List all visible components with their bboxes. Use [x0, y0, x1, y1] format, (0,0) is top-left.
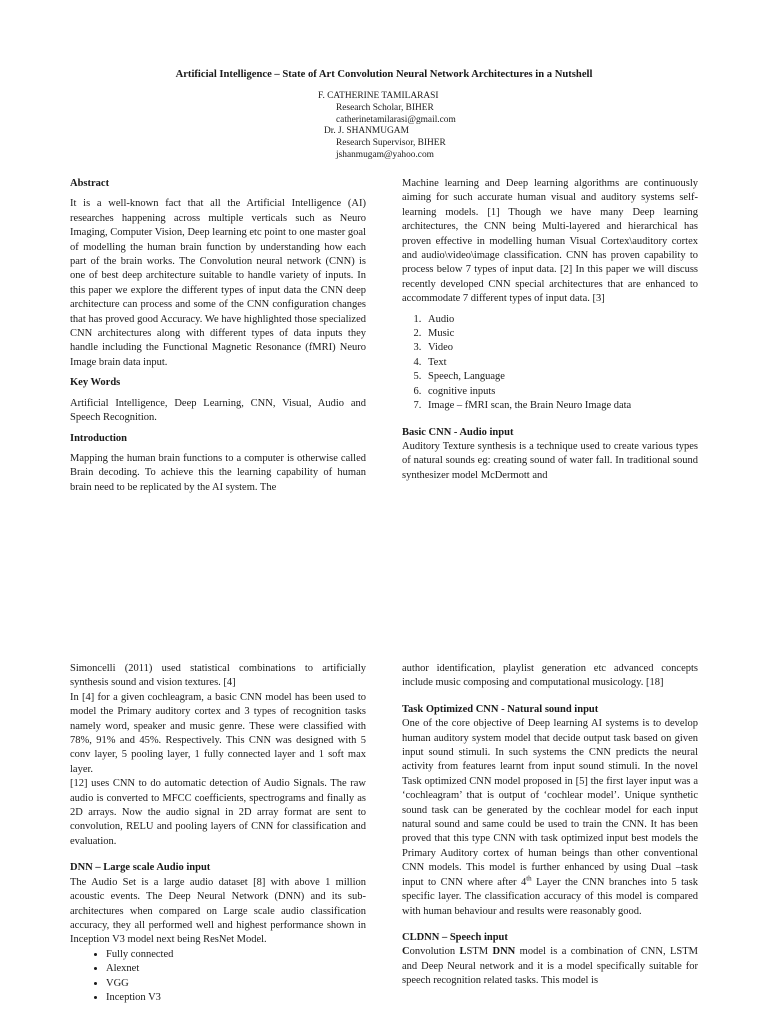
keywords-heading: Key Words — [70, 377, 121, 389]
cldnn-text-2: STM — [466, 946, 493, 958]
lower-right-column — [402, 662, 698, 989]
author-name-2: Dr. J. SHANMUGAM — [324, 126, 409, 137]
cldnn-text — [402, 945, 698, 988]
abstract-heading: Abstract — [70, 178, 110, 189]
cldnn-letter-l: L — [459, 946, 467, 958]
input-types-list — [402, 313, 698, 414]
introduction-heading: Introduction — [70, 432, 127, 444]
cldnn-word-dnn: DNN — [492, 946, 516, 958]
author-name-1: F. CATHERINE TAMILARASI — [318, 91, 439, 101]
abstract-text: It is a well-known fact that all the Artificial Intelligence (AI) researches happening across multiple verticals such as Neuro Imaging, Computer Vision, Deep learning etc point to one master goal of modelling the human brain function by understanding how each part of the brain works. The Convolution neural network (CNN) is one of best deep architecture suitable to handle variety of inputs. In this paper we explore the different types of input data the CNN deep architecture can process and some of the CNN configuration changes that has proved good Accuracy. We have highlighted those specialized CNN architectures along with different types of data inputs they handle including the Functional Magnetic Resonance (fMRI) Neuro Image brain data input. — [70, 198, 366, 368]
lower-left-column — [70, 662, 366, 1005]
author-affiliation-2: Research Supervisor, BIHER — [336, 138, 446, 149]
basic-cnn-text: Auditory Texture synthesis is a technique used to create various types of natural sounds eg: creating sound of water fall. In traditional sound synthesizer model McDermott and — [402, 440, 698, 481]
list-item: 7. Image – fMRI scan, the Brain Neuro Image data — [424, 399, 698, 413]
dnn-architecture-list — [70, 948, 366, 1006]
task-optimized-heading: Task Optimized CNN - Natural sound input — [402, 703, 599, 715]
cldnn-letter-c: C — [402, 946, 410, 958]
list-item: • Alexnet — [106, 962, 366, 976]
author-affiliation-1: Research Scholar, BIHER — [336, 102, 434, 113]
author-email-2: jshanmugam@yahoo.com — [336, 149, 434, 160]
superscript-th: th — [526, 874, 532, 883]
dnn-text: The Audio Set is a large audio dataset [8] with above 1 million acoustic events. The Deep Neural Network (DNN) and its sub-architectures when compared on Large scale audio classification accuracy, they all performed well and highest performance shown in Inception V3 model next being ResNet Model. — [70, 876, 366, 946]
list-item: 4. Text — [424, 356, 698, 370]
upper-right-column — [402, 177, 698, 483]
paper-title: Artificial Intelligence – State of Art Convolution Neural Network Architectures in a Nutshell — [175, 69, 593, 80]
author-email-1: catherinetamilarasi@gmail.com — [336, 114, 456, 125]
list-item: • Inception V3 — [106, 991, 366, 1005]
cldnn-text-3: model is a combination of CNN, LSTM and Deep Neural network and it is a model specifically suitable for speech recognition related tasks. This model is — [402, 946, 698, 987]
list-item: 1. Audio — [424, 313, 698, 327]
audio-detection-paragraph: [12] uses CNN to do automatic detection of Audio Signals. The raw audio is converted to MFCC coefficients, spectrograms and finally as 2D arrays. Now the audio signal in 2D array format are sent to convolution, RELU and pooling layers of CNN for classification and evaluation. — [70, 778, 366, 847]
list-item: 3. Video — [424, 341, 698, 355]
introduction-text: Mapping the human brain functions to a computer is otherwise called Brain decoding. To achieve this the learning capability of human brain need to be replicated by the AI system. The — [70, 452, 366, 493]
task-text-part-a: One of the core objective of Deep learning AI systems is to develop human auditory system model that decide output task based on given input sound stimuli. In such systems the CNN predicts the neural activity from features learnt from input sound stimuli. In the novel Task optimized CNN model proposed in [5] the first layer input was a ‘cochleagram’ that is output of ‘cochlear model’. Unique synthetic sound task can be generated by the cochlear model for each input natural sound and same could be used to train the CNN. It has been proved that this type CNN with task optimized input best models the Primary Auditory cortex of human beings than other conventional CNN models. This model is further enhanced by using Dual –task input to CNN where after 4 — [402, 718, 698, 888]
dnn-heading: DNN – Large scale Audio input — [70, 862, 211, 874]
cochleagram-paragraph: In [4] for a given cochleagram, a basic CNN model has been used to model the Primary auditory cortex and 3 types of recognition tasks namely word, speaker and music genre. These were classified with 78%, 91% and 45%. Respectively. This CNN was designed with 5 conv layer, 5 pooling layer, 1 fully connected layer and 1 soft max layer. — [70, 691, 366, 775]
list-item: 5. Speech, Language — [424, 370, 698, 384]
author-block — [318, 91, 538, 162]
cldnn-text-1: onvolution — [409, 946, 460, 958]
basic-cnn-heading: Basic CNN - Audio input — [402, 426, 514, 438]
list-item: 6. cognitive inputs — [424, 385, 698, 399]
music-paragraph: author identification, playlist generation etc advanced concepts include music composing and computational musicology. [18] — [402, 663, 698, 689]
list-item: 2. Music — [424, 327, 698, 341]
upper-left-column — [70, 177, 366, 495]
keywords-text: Artificial Intelligence, Deep Learning, CNN, Visual, Audio and Speech Recognition. — [70, 397, 366, 424]
cldnn-heading: CLDNN – Speech input — [402, 931, 508, 943]
task-optimized-text — [402, 717, 698, 919]
upper-right-paragraph: Machine learning and Deep learning algorithms are continuously aiming for such accurate human visual and auditory systems self-learning models. [1] Though we have many Deep learning architectures, the CNN being Multi-layered and hierarchical has proven effective in modelling human Visual Cortex\auditory cortex and audio\video\image classification. CNN has proven capability to process below 7 types of input data. [2] In this paper we will discuss recently developed CNN special architectures that are enhanced to accommodate 7 different types of input data. [3] — [402, 178, 698, 305]
list-item: • VGG — [106, 977, 366, 991]
simoncelli-paragraph: Simoncelli (2011) used statistical combinations to artificially synthesis sound and vision textures. [4] — [70, 663, 366, 689]
task-text-part-b: Layer the CNN branches into 5 task specific layer. The classification accuracy of this model is compared with human behaviour and results were reasonably good. — [402, 876, 698, 917]
list-item: • Fully connected — [106, 948, 366, 962]
